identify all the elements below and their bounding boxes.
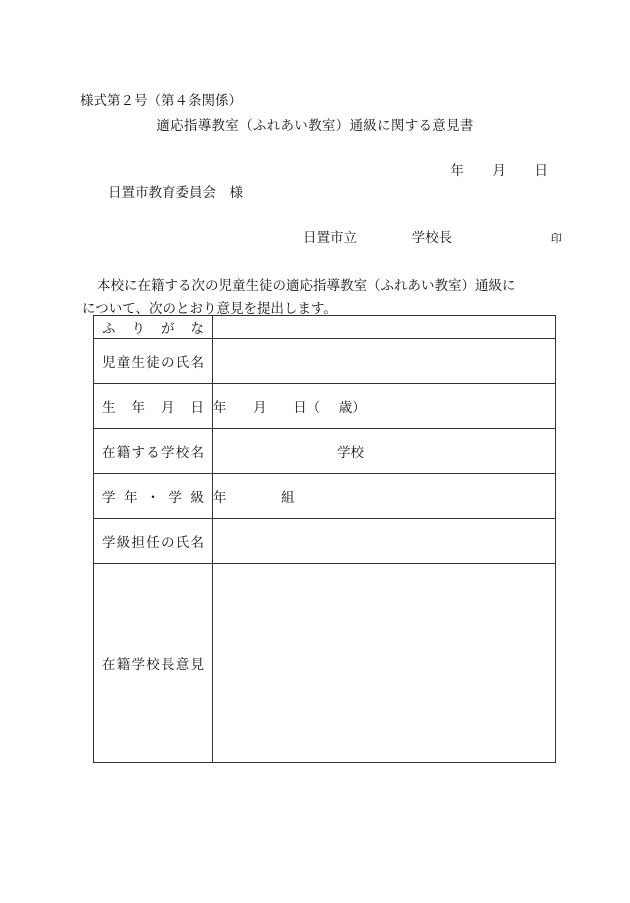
label-char: ふ <box>102 321 116 337</box>
school-label <box>94 441 212 461</box>
date-day: 日 <box>534 163 548 179</box>
opinion-form-table <box>93 315 556 763</box>
school-label-cell <box>94 429 213 474</box>
label-char: 担 <box>131 535 145 551</box>
school-suffix: 学校 <box>337 445 364 461</box>
label-char: 児 <box>102 355 116 371</box>
sender-principal: 学校長 <box>411 230 453 246</box>
label-char: る <box>146 445 160 461</box>
date-year: 年 <box>450 163 464 179</box>
birth-month: 月 <box>253 400 267 416</box>
name-field[interactable] <box>213 339 556 384</box>
label-char: 意 <box>175 657 190 673</box>
label-char: 籍 <box>116 657 131 673</box>
label-char: 名 <box>190 355 204 371</box>
label-char: 在 <box>102 445 116 461</box>
birth-label-cell <box>94 384 213 429</box>
label-char: 年 <box>124 490 138 506</box>
furigana-field[interactable] <box>213 316 556 339</box>
opinion-field[interactable] <box>213 564 556 763</box>
label-char: 校 <box>175 445 190 461</box>
label-char: 級 <box>190 490 204 506</box>
label-char: 学 <box>102 490 116 506</box>
label-char: 任 <box>146 535 160 551</box>
label-char: の <box>161 355 175 371</box>
birth-year: 年 <box>213 400 227 416</box>
label-char: の <box>161 535 175 551</box>
label-char: 氏 <box>175 535 190 551</box>
grade-year: 年 <box>213 490 227 506</box>
furigana-label <box>94 317 212 337</box>
label-char: 籍 <box>116 445 131 461</box>
table-row-name <box>94 339 556 384</box>
label-char: 氏 <box>175 355 190 371</box>
label-char: 学 <box>102 535 116 551</box>
name-label-cell <box>94 339 213 384</box>
opinion-label <box>94 653 212 673</box>
table-row-opinion <box>94 564 556 763</box>
label-char: 月 <box>161 400 175 416</box>
table-row-school <box>94 429 556 474</box>
table-row-birthdate <box>94 384 556 429</box>
table-row-grade <box>94 474 556 519</box>
name-label <box>94 351 212 371</box>
sender-line <box>303 232 562 246</box>
opinion-label-cell <box>94 564 213 763</box>
furigana-label-cell <box>94 316 213 339</box>
date-line <box>450 165 548 179</box>
grade-class: 組 <box>281 490 295 506</box>
label-char: 学 <box>131 657 145 673</box>
date-month: 月 <box>492 163 506 179</box>
label-char: 日 <box>190 400 204 416</box>
label-char: 見 <box>190 657 204 673</box>
birth-day: 日（ <box>293 400 321 416</box>
grade-label-cell <box>94 474 213 519</box>
seal-mark: 印 <box>550 232 562 245</box>
label-char: 学 <box>161 445 175 461</box>
label-char: な <box>190 321 204 337</box>
grade-label <box>94 486 212 506</box>
teacher-label <box>94 531 212 551</box>
table-row-furigana <box>94 316 556 339</box>
document-title: 適応指導教室（ふれあい教室）通級に関する意見書 <box>156 118 474 134</box>
form-number: 様式第２号（第４条関係） <box>80 93 242 109</box>
label-char: 名 <box>190 445 204 461</box>
label-char: ・ <box>146 490 160 506</box>
addressee: 日置市教育委員会 様 <box>108 185 243 201</box>
body-line-2: について、次のとおり意見を提出します。 <box>82 301 337 317</box>
table-row-teacher <box>94 519 556 564</box>
label-char: す <box>131 445 145 461</box>
birthdate-field[interactable] <box>213 384 556 429</box>
grade-field[interactable] <box>213 474 556 519</box>
label-char: 徒 <box>146 355 160 371</box>
label-char: 在 <box>102 657 116 673</box>
label-char: 長 <box>161 657 175 673</box>
birth-age: 歳） <box>338 400 366 416</box>
school-field[interactable] <box>213 429 556 474</box>
label-char: 学 <box>168 490 182 506</box>
label-char: り <box>131 321 145 337</box>
sender-city: 日置市立 <box>303 230 357 246</box>
label-char: 年 <box>131 400 145 416</box>
body-line-1: 本校に在籍する次の児童生徒の適応指導教室（ふれあい教室）通級に <box>97 278 516 294</box>
label-char: 生 <box>131 355 145 371</box>
teacher-field[interactable] <box>213 519 556 564</box>
birth-label <box>94 396 212 416</box>
label-char: 名 <box>190 535 204 551</box>
label-char: 級 <box>116 535 131 551</box>
label-char: 生 <box>102 400 116 416</box>
label-char: 童 <box>116 355 131 371</box>
teacher-label-cell <box>94 519 213 564</box>
label-char: が <box>161 321 175 337</box>
label-char: 校 <box>146 657 160 673</box>
